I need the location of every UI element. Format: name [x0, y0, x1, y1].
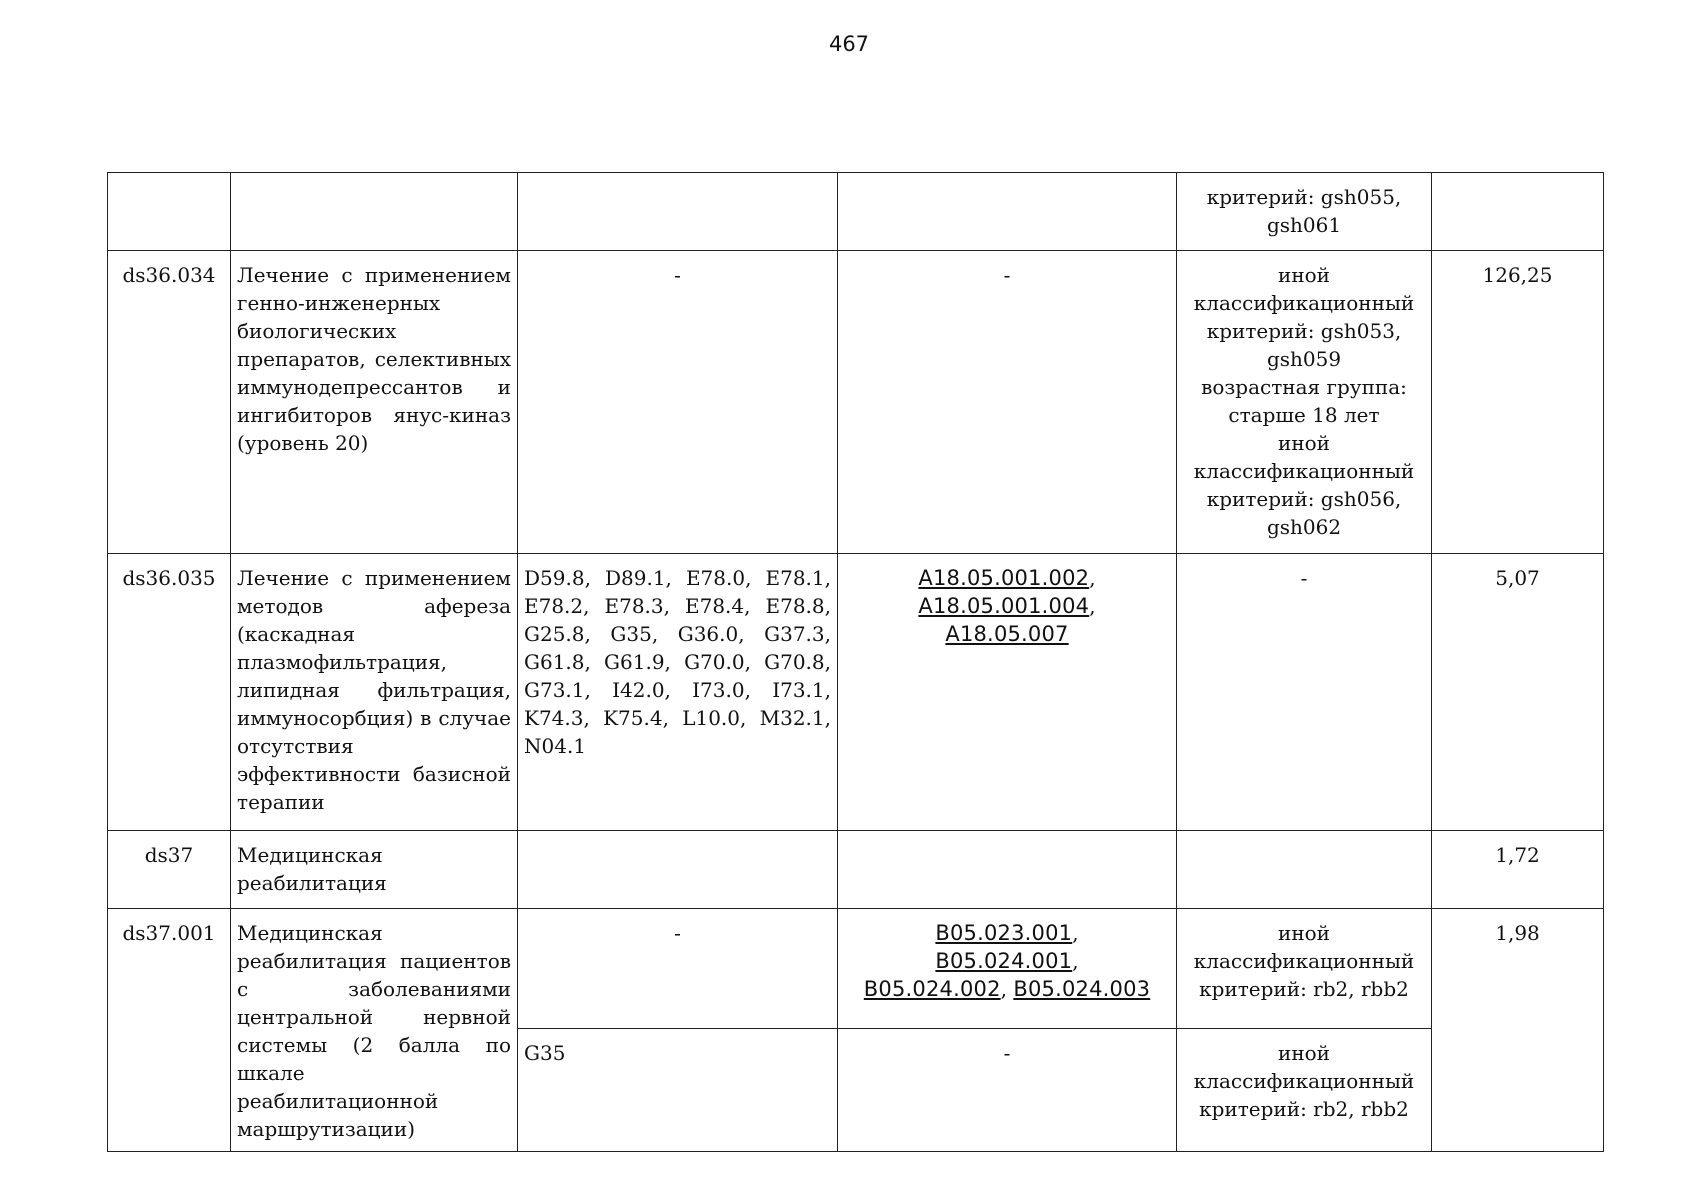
name-cell: Лечение с применением методов афереза (каскадная плазмофильтрация, липидная фильтрация, иммуносорбция) в случае отсутствия эффективности базисной терапии — [231, 554, 518, 831]
service-cell — [838, 831, 1177, 909]
criteria-cell — [1177, 173, 1432, 251]
table-row — [108, 251, 1604, 554]
criteria-line: классификационный — [1193, 949, 1415, 973]
coefficient-cell: 1,72 — [1432, 831, 1604, 909]
diagnosis-cell: D59.8, D89.1, E78.0, E78.1, E78.2, E78.3, E78.4, E78.8, G25.8, G35, G36.0, G37.3, G61.8, G61.9, G70.0, G70.8, G73.1, I42.0, I73.0, I73.1, K74.3, K75.4, L10.0, M32.1, N04.1 — [518, 554, 838, 831]
service-cell: A18.05.001.002, A18.05.001.004, A18.05.007 — [838, 554, 1177, 831]
table-row — [108, 554, 1604, 831]
page-number: 467 — [828, 32, 870, 56]
criteria-line: классификационный — [1193, 291, 1415, 315]
diagnosis-cell: - — [518, 251, 838, 554]
criteria-line: иной — [1277, 263, 1331, 287]
name-cell: Медицинская реабилитация — [231, 831, 518, 909]
criteria-cell — [1177, 1028, 1432, 1151]
coefficient-cell: 126,25 — [1432, 251, 1604, 554]
service-cell — [838, 173, 1177, 251]
table-row — [108, 831, 1604, 909]
name-cell: Медицинская реабилитация пациентов с заболеваниями центральной нервной системы (2 балла по шкале реабилитационной маршрутизации) — [231, 909, 518, 1152]
criteria-line: иной — [1277, 921, 1331, 945]
code-cell: ds37.001 — [108, 909, 231, 1152]
criteria-line: критерий: rb2, rbb2 — [1199, 1096, 1409, 1121]
criteria-cell — [1177, 251, 1432, 554]
criteria-cell: - — [1177, 554, 1432, 831]
code-cell: ds37 — [108, 831, 231, 909]
criteria-line: gsh059 — [1266, 347, 1342, 371]
criteria-line: старше 18 лет — [1228, 403, 1380, 427]
service-link[interactable]: B05.023.001 — [935, 921, 1073, 945]
diagnosis-cell — [518, 831, 838, 909]
diagnosis-cell — [518, 173, 838, 251]
name-cell — [231, 173, 518, 251]
criteria-cell — [1177, 909, 1432, 1029]
service-link[interactable]: A18.05.007 — [945, 622, 1069, 646]
coefficient-cell: 1,98 — [1432, 909, 1604, 1152]
criteria-line: gsh062 — [1266, 515, 1342, 539]
diagnosis-cell: G35 — [518, 1028, 838, 1151]
criteria-line: классификационный — [1193, 459, 1415, 483]
coefficient-cell — [1432, 173, 1604, 251]
service-link[interactable]: B05.024.002 — [863, 977, 1001, 1001]
service-link[interactable]: B05.024.003 — [1013, 977, 1151, 1001]
criteria-cell — [1177, 831, 1432, 909]
coefficient-cell: 5,07 — [1432, 554, 1604, 831]
criteria-line: возрастная группа: — [1201, 375, 1407, 399]
criteria-line: классификационный — [1193, 1068, 1415, 1093]
service-link[interactable]: A18.05.001.004 — [918, 594, 1090, 618]
table-row — [108, 909, 1604, 1029]
criteria-text: критерий: gsh055, gsh061 — [1206, 185, 1402, 237]
criteria-line: критерий: gsh053, — [1206, 319, 1402, 343]
criteria-line: иной — [1277, 1040, 1331, 1065]
code-cell: ds36.035 — [108, 554, 231, 831]
tariff-table — [107, 172, 1604, 1152]
criteria-line: иной — [1277, 431, 1331, 455]
service-cell: - — [838, 1028, 1177, 1151]
criteria-line: критерий: gsh056, — [1206, 487, 1402, 511]
criteria-line: критерий: rb2, rbb2 — [1199, 977, 1409, 1001]
table-row — [108, 173, 1604, 251]
service-link[interactable]: B05.024.001 — [935, 949, 1073, 973]
service-link[interactable]: A18.05.001.002 — [918, 566, 1090, 590]
service-cell: B05.023.001, B05.024.001, B05.024.002, B05.024.003 — [838, 909, 1177, 1029]
name-cell: Лечение с применением генно-инженерных биологических препаратов, селективных иммунодепрессантов и ингибиторов янус-киназ (уровень 20) — [231, 251, 518, 554]
diagnosis-cell: - — [518, 909, 838, 1029]
code-cell: ds36.034 — [108, 251, 231, 554]
code-cell — [108, 173, 231, 251]
service-cell: - — [838, 251, 1177, 554]
